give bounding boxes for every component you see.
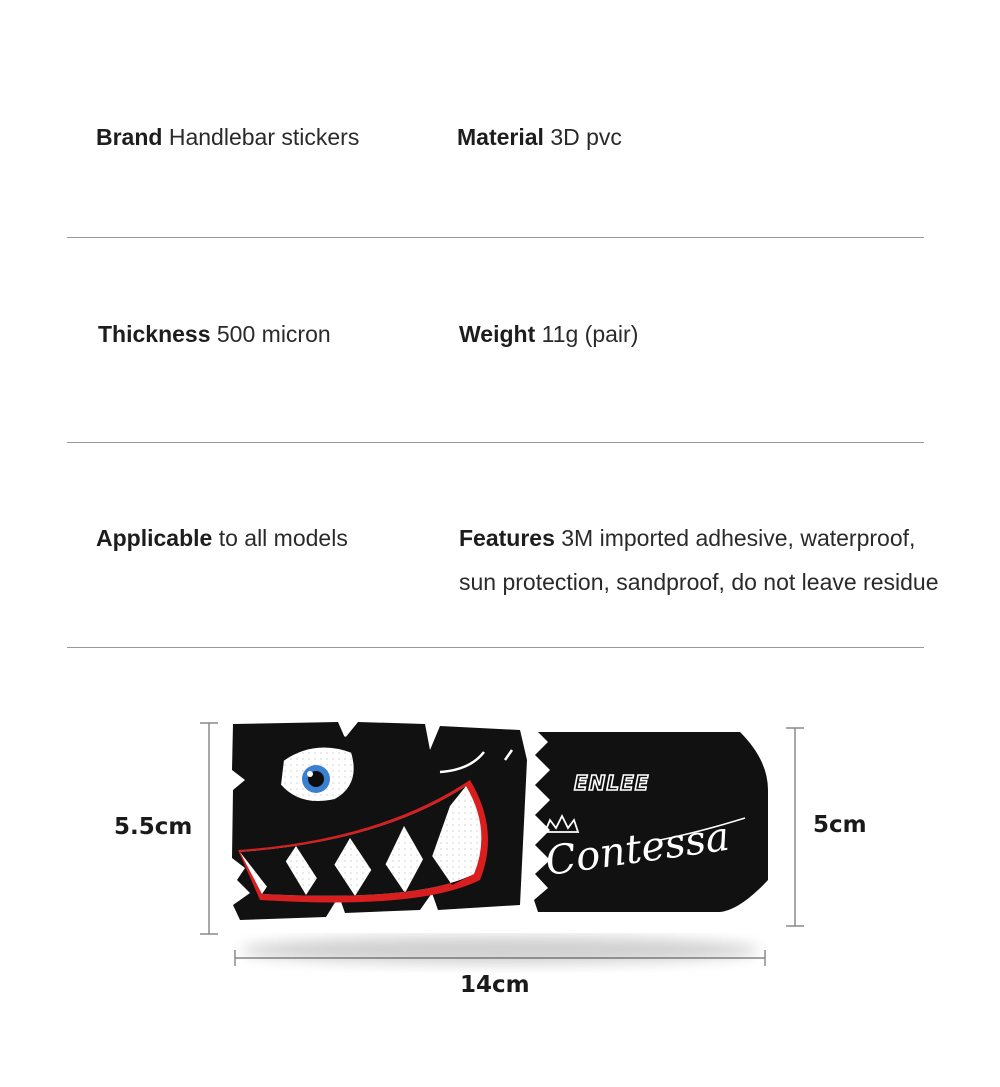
spec-label-brand: Brand (96, 124, 163, 150)
divider (67, 442, 924, 443)
spec-features (459, 516, 915, 560)
spec-value-features-line1: 3M imported adhesive, waterproof, (561, 525, 916, 551)
dimension-left-height: 5.5cm (114, 814, 193, 840)
spec-value-brand: Handlebar stickers (168, 124, 360, 150)
dimension-right-height: 5cm (813, 812, 867, 838)
sticker-left-piece (232, 722, 527, 920)
spec-brand (96, 115, 359, 159)
spec-applicable (96, 516, 348, 560)
spec-weight (459, 312, 638, 356)
spec-label-thickness: Thickness (98, 321, 211, 347)
spec-value-features-line2: sun protection, sandproof, do not leave residue (459, 569, 939, 595)
spec-label-material: Material (457, 124, 544, 150)
spec-thickness (98, 312, 331, 356)
spec-value-thickness: 500 micron (216, 321, 331, 347)
divider (67, 647, 924, 648)
script-logo: Contessa (542, 813, 733, 886)
sticker-right-piece (534, 732, 768, 912)
spec-value-weight: 11g (pair) (541, 321, 639, 347)
spec-value-material: 3D pvc (550, 124, 622, 150)
spec-label-features: Features (459, 525, 555, 551)
sticker-illustration (0, 690, 1000, 1020)
spec-value-applicable: to all models (218, 525, 348, 551)
divider (67, 237, 924, 238)
spec-features-line2 (459, 560, 939, 604)
spec-material (457, 115, 622, 159)
brand-logo: ENLEE (574, 771, 650, 795)
spec-label-weight: Weight (459, 321, 536, 347)
dimension-width: 14cm (460, 972, 530, 998)
spec-label-applicable: Applicable (96, 525, 213, 551)
